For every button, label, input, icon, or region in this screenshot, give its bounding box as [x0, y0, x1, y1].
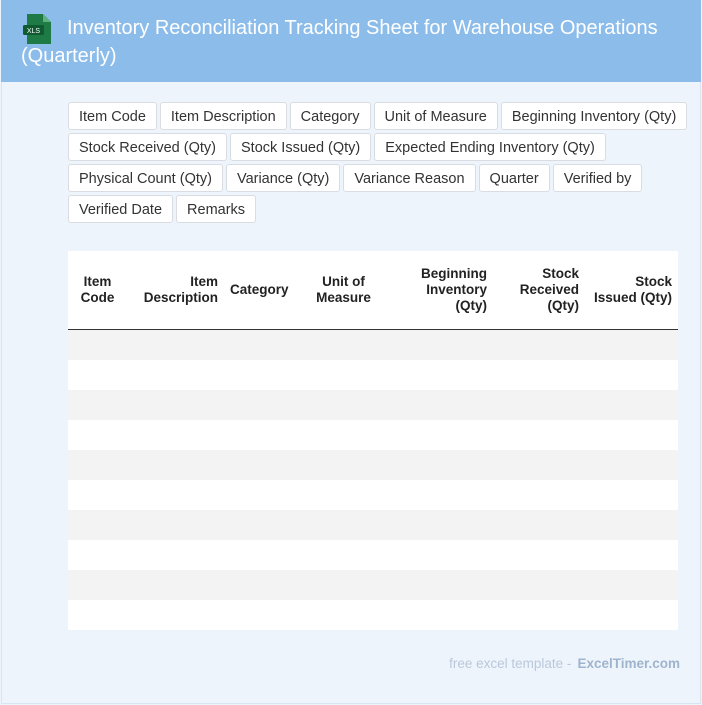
table-cell[interactable]: [127, 330, 224, 361]
footer-text: free excel template -: [449, 656, 572, 671]
field-tag[interactable]: Stock Issued (Qty): [230, 133, 371, 161]
table-cell[interactable]: [301, 480, 386, 510]
table-cell[interactable]: [585, 570, 678, 600]
field-tag[interactable]: Beginning Inventory (Qty): [501, 102, 687, 130]
table-row: [68, 360, 678, 390]
table-cell[interactable]: [68, 480, 127, 510]
table-cell[interactable]: [127, 570, 224, 600]
table-cell[interactable]: [493, 390, 585, 420]
table-row: [68, 540, 678, 570]
tracking-table-container: [68, 251, 678, 630]
table-cell[interactable]: [493, 420, 585, 450]
header-bar: [1, 0, 701, 82]
table-cell[interactable]: [493, 570, 585, 600]
column-header-category[interactable]: Category: [224, 251, 301, 330]
table-cell[interactable]: [127, 360, 224, 390]
table-cell[interactable]: [224, 390, 301, 420]
table-cell[interactable]: [585, 330, 678, 361]
table-cell[interactable]: [301, 510, 386, 540]
column-header-item-description[interactable]: Item Description: [127, 251, 224, 330]
field-tag[interactable]: Stock Received (Qty): [68, 133, 227, 161]
table-cell[interactable]: [301, 450, 386, 480]
field-tag[interactable]: Variance Reason: [343, 164, 475, 192]
field-tag[interactable]: Unit of Measure: [374, 102, 498, 130]
table-cell[interactable]: [224, 480, 301, 510]
table-row: [68, 390, 678, 420]
tracking-table: [68, 251, 678, 630]
table-cell[interactable]: [585, 600, 678, 630]
table-cell[interactable]: [301, 360, 386, 390]
table-row: [68, 450, 678, 480]
table-cell[interactable]: [585, 360, 678, 390]
table-cell[interactable]: [68, 330, 127, 361]
table-cell[interactable]: [386, 570, 493, 600]
field-tag[interactable]: Quarter: [479, 164, 550, 192]
footer-brand-link[interactable]: ExcelTimer.com: [577, 656, 680, 671]
column-header-beginning-inventory[interactable]: Beginning Inventory (Qty): [386, 251, 493, 330]
table-cell[interactable]: [386, 480, 493, 510]
table-cell[interactable]: [224, 420, 301, 450]
table-cell[interactable]: [127, 510, 224, 540]
table-cell[interactable]: [301, 570, 386, 600]
field-tag[interactable]: Item Description: [160, 102, 287, 130]
table-cell[interactable]: [68, 450, 127, 480]
field-tag[interactable]: Expected Ending Inventory (Qty): [374, 133, 606, 161]
table-cell[interactable]: [386, 450, 493, 480]
field-tag[interactable]: Physical Count (Qty): [68, 164, 223, 192]
xls-icon-label: XLS: [26, 28, 41, 35]
column-header-unit-of-measure[interactable]: Unit of Measure: [301, 251, 386, 330]
table-cell[interactable]: [127, 390, 224, 420]
table-cell[interactable]: [493, 480, 585, 510]
field-tag[interactable]: Category: [290, 102, 371, 130]
page-title: Inventory Reconciliation Tracking Sheet for Warehouse Operations (Quarterly): [21, 17, 658, 67]
table-cell[interactable]: [68, 600, 127, 630]
table-cell[interactable]: [386, 330, 493, 361]
field-tag[interactable]: Verified by: [553, 164, 643, 192]
table-cell[interactable]: [224, 600, 301, 630]
table-cell[interactable]: [224, 450, 301, 480]
column-header-stock-received[interactable]: Stock Received (Qty): [493, 251, 585, 330]
table-cell[interactable]: [493, 450, 585, 480]
field-tag-list: [68, 102, 698, 223]
field-tag[interactable]: Verified Date: [68, 195, 173, 223]
table-row: [68, 600, 678, 630]
table-cell[interactable]: [224, 510, 301, 540]
table-cell[interactable]: [585, 510, 678, 540]
table-cell[interactable]: [386, 510, 493, 540]
field-tag[interactable]: Item Code: [68, 102, 157, 130]
table-cell[interactable]: [68, 540, 127, 570]
table-cell[interactable]: [68, 390, 127, 420]
table-cell[interactable]: [224, 540, 301, 570]
table-cell[interactable]: [585, 420, 678, 450]
table-cell[interactable]: [493, 360, 585, 390]
table-cell[interactable]: [386, 360, 493, 390]
table-cell[interactable]: [493, 540, 585, 570]
table-cell[interactable]: [224, 330, 301, 361]
table-cell[interactable]: [68, 360, 127, 390]
table-header-row: [68, 251, 678, 330]
table-cell[interactable]: [127, 540, 224, 570]
table-row: [68, 420, 678, 450]
table-cell[interactable]: [386, 390, 493, 420]
table-cell[interactable]: [301, 330, 386, 361]
field-tag[interactable]: Variance (Qty): [226, 164, 340, 192]
table-cell[interactable]: [68, 510, 127, 540]
table-row: [68, 480, 678, 510]
column-header-stock-issued[interactable]: Stock Issued (Qty): [585, 251, 678, 330]
table-cell[interactable]: [493, 600, 585, 630]
table-cell[interactable]: [386, 600, 493, 630]
table-cell[interactable]: [493, 330, 585, 361]
table-cell[interactable]: [224, 360, 301, 390]
table-cell[interactable]: [127, 600, 224, 630]
table-cell[interactable]: [224, 570, 301, 600]
table-cell[interactable]: [585, 390, 678, 420]
table-cell[interactable]: [68, 420, 127, 450]
table-cell[interactable]: [301, 600, 386, 630]
table-row: [68, 570, 678, 600]
table-cell[interactable]: [585, 450, 678, 480]
table-cell[interactable]: [301, 540, 386, 570]
footer-credit: [449, 656, 680, 671]
table-row: [68, 330, 678, 361]
table-cell[interactable]: [386, 540, 493, 570]
table-row: [68, 510, 678, 540]
field-tag[interactable]: Remarks: [176, 195, 256, 223]
table-cell[interactable]: [301, 420, 386, 450]
table-cell[interactable]: [68, 570, 127, 600]
table-cell[interactable]: [585, 540, 678, 570]
table-cell[interactable]: [127, 420, 224, 450]
table-cell[interactable]: [585, 480, 678, 510]
table-cell[interactable]: [127, 480, 224, 510]
table-cell[interactable]: [386, 420, 493, 450]
table-cell[interactable]: [127, 450, 224, 480]
column-header-item-code[interactable]: Item Code: [68, 251, 127, 330]
table-cell[interactable]: [493, 510, 585, 540]
table-cell[interactable]: [301, 390, 386, 420]
